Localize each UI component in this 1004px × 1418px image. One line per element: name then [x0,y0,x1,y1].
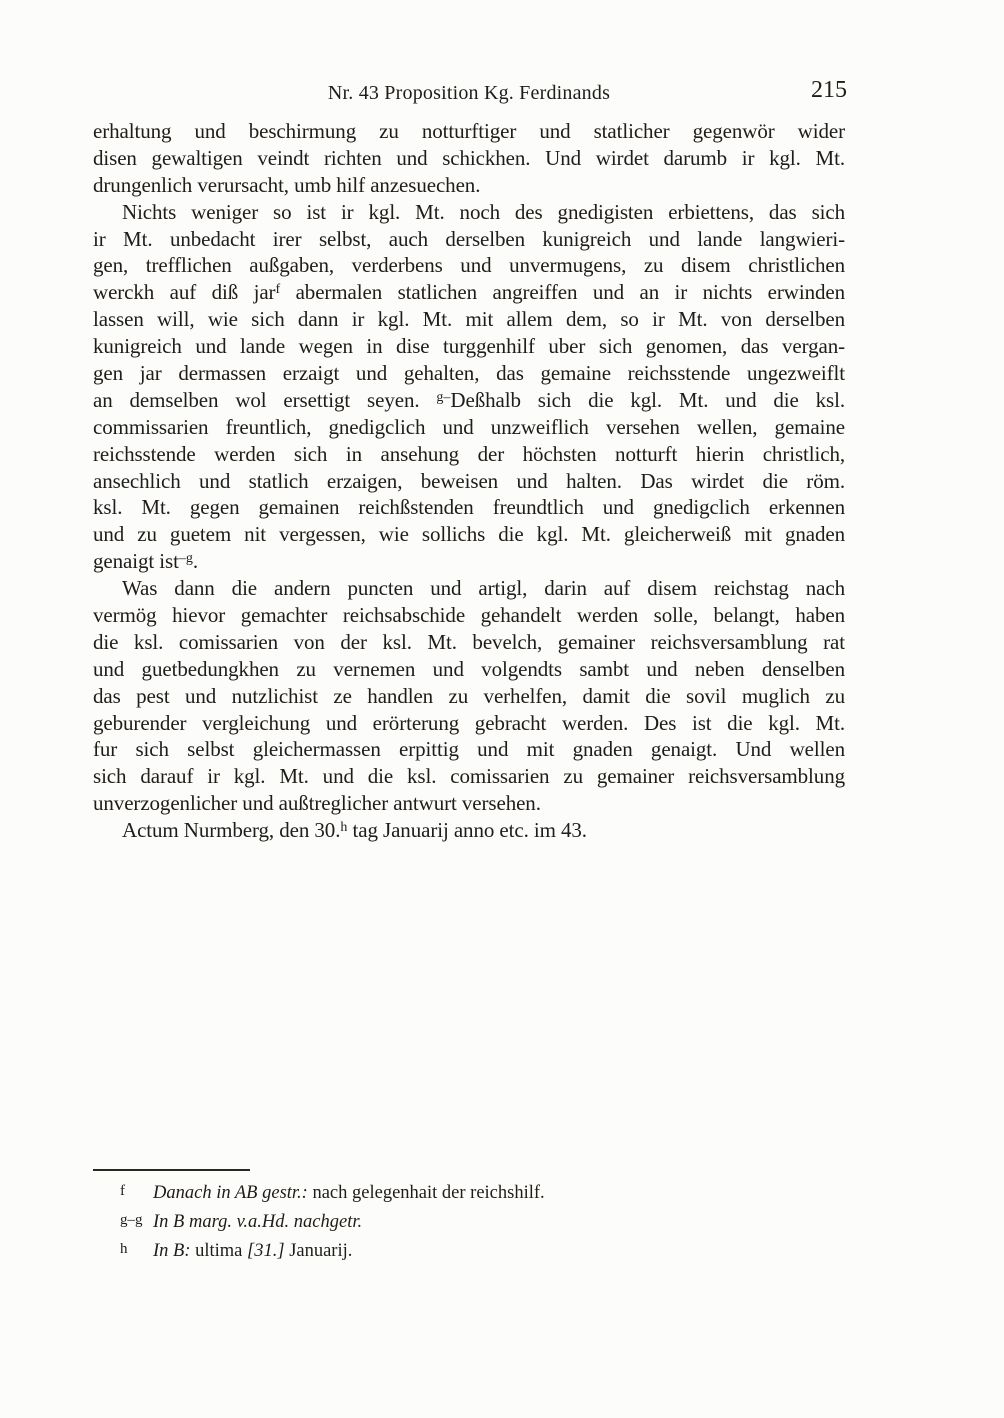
paragraph [93,817,845,844]
italic-text: [31.] [247,1241,285,1261]
footnote [93,1236,845,1265]
text-line [93,333,845,360]
text-line [93,790,845,817]
text: ultima [190,1241,248,1261]
text: ansechlich und statlich erzaigen, beweisen und halten. Das wirdet die röm. [93,468,845,493]
text-line [93,252,845,279]
footnote-ref-marker: f [275,282,281,298]
text-line [93,683,845,710]
footnote-ref-marker: h [340,820,348,836]
text: commissarien freuntlich, gnedigclich und unzweiflich versehen wellen, gemaine [93,414,845,439]
text: Januarij. [284,1241,353,1261]
footnote-ref-marker: g– [436,389,451,405]
footnote-marker: f [120,1183,125,1199]
text: Was dann die andern puncten und artigl, darin auf disem reichstag nach [122,576,845,601]
text-line [93,710,845,737]
text: lassen will, wie sich dann ir kgl. Mt. mit allem dem, so ir Mt. von derselben [93,307,845,332]
running-head-title: Nr. 43 Proposition Kg. Ferdinands [327,82,611,104]
paragraph [93,575,845,817]
text: abermalen statlichen angreiffen und an ir nichts erwinden [280,280,845,305]
text: gen, trefflichen außgaben, verderbens und unvermugens, zu disem christlichen [93,253,845,278]
text: das pest und nutzlichist ze handlen zu verhelfen, damit die sovil muglich zu [93,683,845,708]
text-line [93,360,845,387]
text: Nichts weniger so ist ir kgl. Mt. noch des gnedigisten erbiettens, das sich [122,199,845,224]
footnote [93,1178,845,1207]
text: Deßhalb sich die kgl. Mt. und die ksl. [450,387,845,412]
text: vermög hievor gemachter reichsabschide gehandelt werden solle, belangt, haben [93,603,845,628]
footnotes-section [93,1169,845,1265]
text-line [93,629,845,656]
italic-text: Danach in AB gestr.: [153,1183,308,1203]
text-line [93,199,845,226]
text-line [93,656,845,683]
text: drungenlich verursacht, umb hilf anzesuechen. [93,172,481,197]
text-line [93,602,845,629]
text-line [93,575,845,602]
text-line [93,817,845,844]
text: genaigt ist [93,549,179,574]
paragraph [93,199,845,575]
text: erhaltung und beschirmung zu notturftiger und statlicher gegenwör wider [93,119,845,143]
text-line [93,441,845,468]
text: geburender vergleichung und erörterung gebracht werden. Des ist die kgl. Mt. [93,710,845,735]
text-line [93,521,845,548]
text-line [93,468,845,495]
page-number: 215 [811,77,847,103]
text: nach gelegenhait der reichshilf. [307,1183,545,1203]
text-line [93,548,845,575]
text-line [93,494,845,521]
paragraph [93,118,845,199]
footnotes-list [93,1178,845,1265]
text: gen jar dermassen erzaigt und gehalten, das gemaine reichsstende ungezweiflt [93,361,845,386]
text: reichsstende werden sich in ansehung der höchsten notturft hierin christlich, [93,441,845,466]
text: ksl. Mt. gegen gemainen reichßstenden freundtlich und gnedigclich erkennen [93,495,845,520]
footnote-separator-rule [93,1169,250,1171]
text-line [93,306,845,333]
text: sich darauf ir kgl. Mt. und die ksl. comissarien zu gemainer reichsversamblung [93,764,845,789]
body-text [93,118,845,844]
footnote-ref-marker: –g [178,551,193,567]
text: und zu guetem nit vergessen, wie sollichs die kgl. Mt. gleicherweiß mit gnaden [93,522,845,547]
text-line [93,387,845,414]
text: disen gewaltigen veindt richten und schickhen. Und wirdet darumb ir kgl. Mt. [93,145,845,170]
footnote-marker: h [120,1241,128,1257]
text-line [93,414,845,441]
footnote-marker: g–g [120,1212,143,1228]
text-line [93,226,845,253]
text: die ksl. comissarien von der ksl. Mt. bevelch, gemainer reichsversamblung rat [93,629,845,654]
text-line [93,172,845,199]
text: tag Januarij anno etc. im 43. [347,818,587,843]
footnote [93,1207,845,1236]
text: kunigreich und lande wegen in dise turggenhilf uber sich genomen, das vergan- [93,334,845,359]
text: werckh auf diß jar [93,280,276,305]
text: an demselben wol ersettigt seyen. [93,387,437,412]
text-line [93,279,845,306]
text: fur sich selbst gleichermassen erpittig und mit gnaden genaigt. Und wellen [93,737,845,762]
text-line [93,145,845,172]
text: Actum Nurmberg, den 30. [122,818,341,843]
text: ir Mt. unbedacht irer selbst, auch derselben kunigreich und lande langwieri- [93,226,845,251]
italic-text: In B: [153,1241,191,1261]
text: unverzogenlicher und außtreglicher antwurt versehen. [93,791,541,816]
text-line [93,763,845,790]
text-line [93,118,845,145]
text-line [93,736,845,763]
italic-text: In B marg. v.a.Hd. nachgetr. [153,1212,363,1232]
text: . [192,549,198,574]
text: und guetbedungkhen zu vernemen und volgendts sambt und neben denselben [93,656,845,681]
